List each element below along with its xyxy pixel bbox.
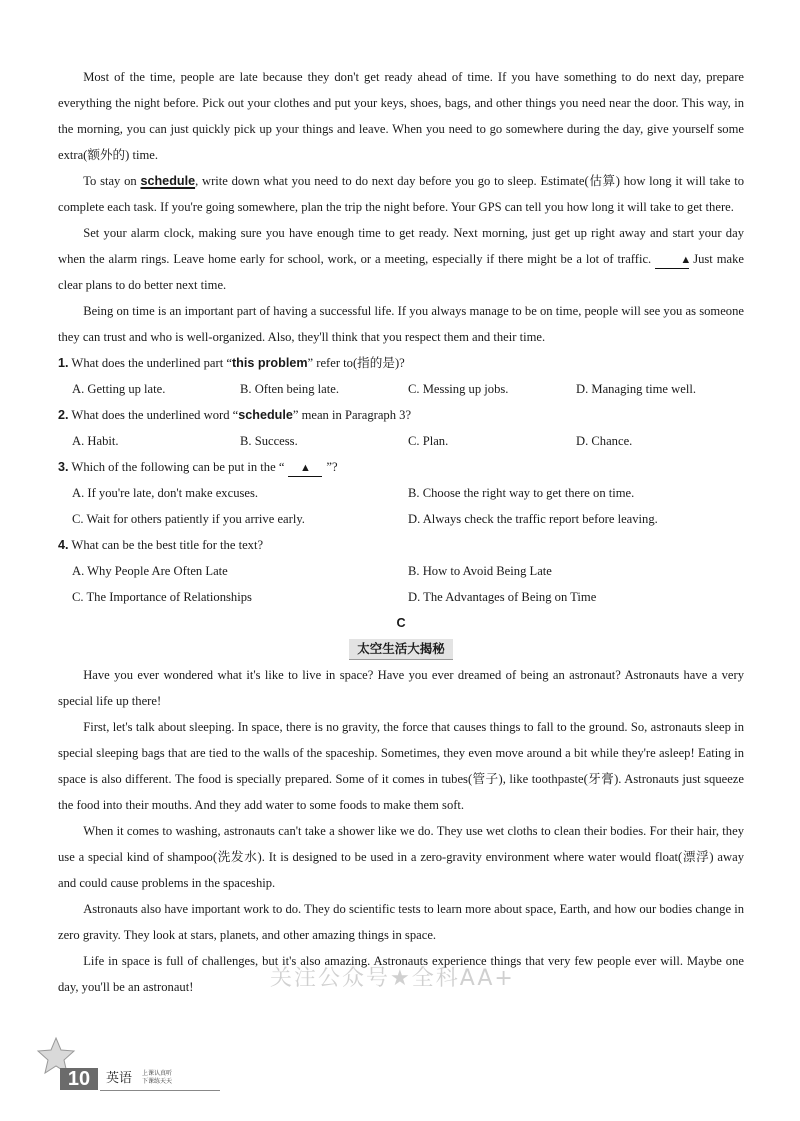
passage-c-paragraph-2: First, let's talk about sleeping. In space, there is no gravity, the force that causes things to fall to the ground. So, astronauts sleep in special sleeping bags that are tied to the walls of the spaceship. Sometimes, they even move around a bit while they're asleep! Eating in space is also different. The food is specially prepared. Some of it comes in tubes(管子), like toothpaste(牙膏). Astronauts just squeeze the food into their mouths. And they add water to some foods to make them soft.: [58, 720, 744, 812]
passage-b-paragraph-4: Being on time is an important part of having a successful life. If you always manage to be on time, people will see you as someone they can trust and who is well-organized. Also, they'll think that you respect them and their time.: [58, 304, 744, 344]
question-text: What does the underlined word “: [68, 408, 239, 422]
option-d: D. Always check the traffic report before leaving.: [408, 512, 658, 526]
paragraph-text: Just make clear plans to do better next time.: [58, 252, 744, 292]
question-3: [58, 454, 744, 532]
option-c: C. Plan.: [408, 434, 449, 448]
option-d: D. The Advantages of Being on Time: [408, 590, 597, 604]
underlined-word-schedule: schedule: [140, 174, 196, 188]
question-text: What does the underlined part “: [68, 356, 232, 370]
page-footer: [36, 1034, 216, 1090]
option-a: A. If you're late, don't make excuses.: [72, 486, 259, 500]
question-number: 2.: [58, 408, 69, 422]
passage-c-paragraph-1: Have you ever wondered what it's like to live in space? Have you ever dreamed of being an astronaut? Astronauts have a very special life up there!: [58, 668, 744, 708]
passage-title: 太空生活大揭秘: [349, 639, 453, 660]
question-4: [58, 532, 744, 610]
watermark: 关注公众号★全科AA+: [270, 966, 515, 991]
page-number: 10: [60, 1068, 98, 1090]
option-b: B. Choose the right way to get there on time.: [408, 486, 635, 500]
passage-c-paragraph-4: Astronauts also have important work to do. They do scientific tests to learn more about space, Earth, and how our bodies change in zero gravity. They look at stars, planets, and other amazing things in space.: [58, 902, 744, 942]
passage-b-paragraph-3: [58, 220, 744, 298]
question-text: ”?: [326, 460, 338, 474]
question-text: ” refer to(指的是)?: [307, 356, 405, 370]
passage-c-paragraph-5: Life in space is full of challenges, but it's also amazing. Astronauts experience things that very few people ever will. Maybe one day, you'll be an astronaut!: [58, 954, 744, 994]
paragraph-text: , write down what you need to do next day before you go to sleep. Estimate(估算) how long it will take to complete each task. If you're going somewhere, plan the trip the night before. Your GPS can tell you how long it will take to get there.: [58, 174, 744, 214]
slogan-line: 下课练天天: [142, 1078, 173, 1085]
question-number: 4.: [58, 538, 69, 552]
slogan-line: 上课认真听: [142, 1070, 173, 1077]
footer-divider: [100, 1090, 220, 1091]
passage-b-paragraph-1: Most of the time, people are late because they don't get ready ahead of time. If you have something to do next day, prepare everything the night before. Pick out your clothes and put your keys, shoes, bags, and other things you need near the door. This way, in the morning, you can just quickly pick up your things and leave. When you need to go somewhere during the day, give yourself some extra(额外的) time.: [58, 70, 744, 162]
passage-b-paragraph-2: [58, 168, 744, 220]
question-keyword: this problem: [231, 356, 308, 370]
option-a: A. Getting up late.: [72, 382, 166, 396]
question-2: [58, 402, 744, 454]
option-c: C. Messing up jobs.: [408, 382, 509, 396]
question-text: Which of the following can be put in the “: [68, 460, 285, 474]
option-a: A. Why People Are Often Late: [72, 564, 228, 578]
question-1: [58, 350, 744, 402]
paragraph-text: To stay on: [83, 174, 141, 188]
subject-label: 英语: [106, 1071, 133, 1086]
question-text: ” mean in Paragraph 3?: [292, 408, 412, 422]
worksheet-page: [58, 64, 744, 1000]
answer-blank: ▲: [655, 252, 689, 269]
option-b: B. Often being late.: [240, 382, 339, 396]
question-text: What can be the best title for the text?: [68, 538, 264, 552]
passage-c-paragraph-3: When it comes to washing, astronauts can't take a shower like we do. They use wet cloths to clean their bodies. For their hair, they use a special kind of shampoo(洗发水). It is designed to be used in a zero-gravity environment where water would float(漂浮) away and could cause problems in the spaceship.: [58, 824, 744, 890]
option-b: B. Success.: [240, 434, 298, 448]
answer-blank: ▲: [288, 460, 322, 477]
section-letter: C: [396, 616, 406, 630]
question-number: 1.: [58, 356, 69, 370]
question-keyword: schedule: [238, 408, 293, 422]
option-a: A. Habit.: [72, 434, 119, 448]
footer-slogan: [142, 1070, 172, 1086]
option-b: B. How to Avoid Being Late: [408, 564, 552, 578]
paragraph-text: Set your alarm clock, making sure you have enough time to get ready. Next morning, just get up right away and start your day when the alarm rings. Leave home early for school, work, or a meeting, especially if there might be a lot of traffic.: [58, 226, 744, 266]
option-d: D. Managing time well.: [576, 382, 696, 396]
option-c: C. The Importance of Relationships: [72, 590, 252, 604]
question-number: 3.: [58, 460, 69, 474]
option-d: D. Chance.: [576, 434, 633, 448]
option-c: C. Wait for others patiently if you arrive early.: [72, 512, 305, 526]
